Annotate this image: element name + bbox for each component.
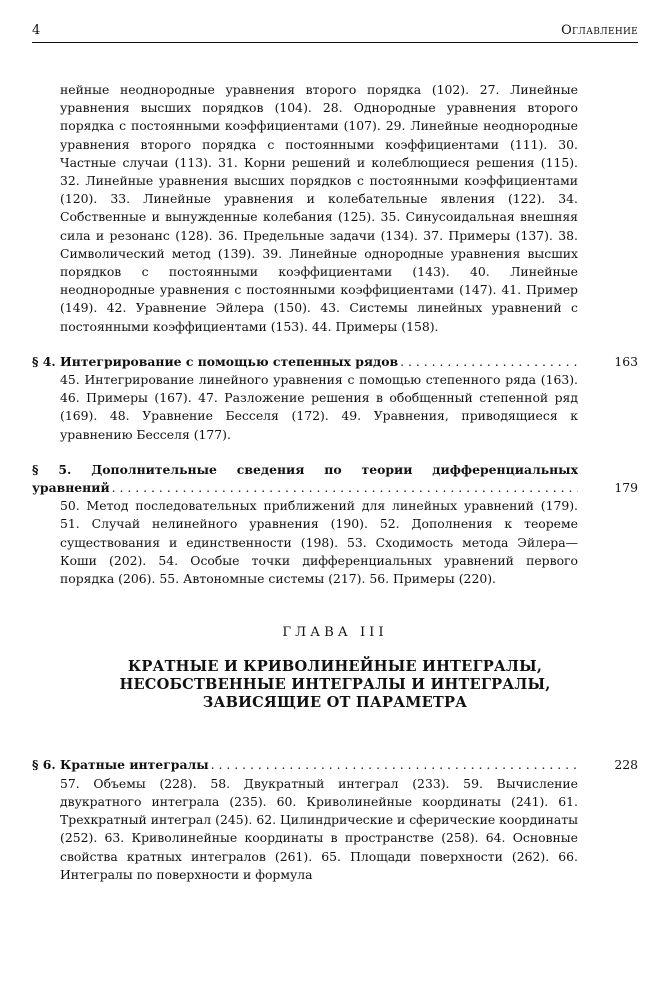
header-rule [32,42,638,43]
section-title: § 6. Кратные интегралы [32,757,209,773]
dot-leader [112,479,578,497]
running-title: Оглавление [561,23,638,38]
toc-continuation-paragraph: нейные неоднородные уравнения второго порядка (102). 27. Линейные уравнения высших порядков (104). 28. Однородные уравнения второго порядка с постоянными коэффициентами (107). 29. Линейные неоднородные уравнения второго порядка с постоянными коэффициентами (111). 30. Частные случаи (113). 31. Корни решений и колеблющиеся решения (115). 32. Линейные уравнения высших порядков с постоянными коэффициентами (120). 33. Линейные уравнения и колебательные явления (122). 34. Собственные и вынужденные колебания (125). 35. Синусоидальная внешняя сила и резонанс (128). 36. Предельные задачи (134). 37. Примеры (137). 38. Символический метод (139). 39. Линейные однородные уравнения высших порядков с постоянными коэффициентами (143). 40. Линейные неоднородные уравнения с постоянными коэффициентами (147). 41. Пример (149). 42. Уравнение Эйлера (150). 43. Системы линейных уравнений с постоянными коэффициентами (153). 44. Примеры (158). [60,82,578,334]
section-title: уравнений [32,480,110,496]
section-title-line: § 5. Дополнительные сведения по теории дифференциальных [32,461,578,477]
section-items: 50. Метод последовательных приближений для линейных уравнений (179). 51. Случай нелинейного уравнения (190). 52. Дополнения к теореме существования и единственности (198). 53. Сходимость метода Эйлера—Коши (202). 54. Особые точки дифференциальных уравнений первого порядка (206). 55. Автономные системы (217). 56. Примеры (220). [60,498,578,587]
page-number: 4 [32,23,41,38]
toc-entry-heading [32,479,638,497]
chapter-heading [32,624,638,712]
section-page-number: 228 [614,757,638,773]
section-page-number: 163 [614,353,638,369]
toc-entry-section-6 [32,756,638,883]
chapter-title [32,658,638,712]
dot-leader [400,353,578,371]
toc-entry-heading [32,756,638,774]
toc-entry-section-5 [32,461,638,588]
section-title: § 4. Интегрирование с помощью степенных рядов [32,353,399,369]
toc-entry-section-4 [32,353,638,444]
chapter-title-line: НЕСОБСТВЕННЫЕ ИНТЕГРАЛЫ И ИНТЕГРАЛЫ, [119,676,551,694]
toc-entry-heading [32,353,638,371]
section-items: 45. Интегрирование линейного уравнения с помощью степенного ряда (163). 46. Примеры (167). 47. Разложение решения в обобщенный степенной ряд (169). 48. Уравнение Бесселя (172). 49. Уравнения, приводящиеся к уравнению Бесселя (177). [60,372,578,442]
chapter-title-line: ЗАВИСЯЩИЕ ОТ ПАРАМЕТРА [202,694,468,712]
chapter-label: ГЛАВА III [282,625,388,641]
dot-leader [211,756,578,774]
page-header [32,22,638,40]
section-items: 57. Объемы (228). 58. Двукратный интеграл (233). 59. Вычисление двукратного интеграла (235). 60. Криволинейные координаты (241). 61. Трехкратный интеграл (245). 62. Цилиндрические и сферические координаты (252). 63. Криволинейные координаты в пространстве (258). 64. Основные свойства кратных интегралов (261). 65. Площади поверхности (262). 66. Интегралы по поверхности и формула [60,775,578,882]
chapter-title-line: КРАТНЫЕ И КРИВОЛИНЕЙНЫЕ ИНТЕГРАЛЫ, [127,658,543,676]
section-page-number: 179 [614,480,638,496]
toc-body [32,81,638,884]
